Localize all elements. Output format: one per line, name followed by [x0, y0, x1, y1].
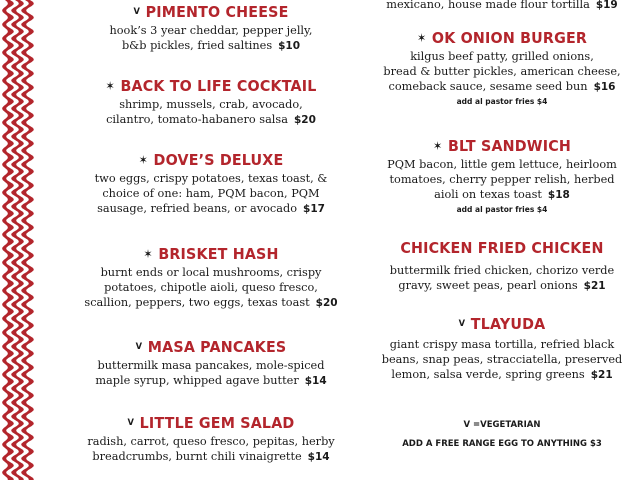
menu-item-little-gem-salad [66, 414, 356, 465]
item-title: ✶ OK ONION BURGER [416, 29, 588, 47]
item-price: $16 [593, 81, 616, 93]
item-title: ✶ BRISKET HASH [143, 245, 279, 263]
free-egg-note: ADD A FREE RANGE EGG TO ANYTHING $3 [402, 439, 602, 449]
vegetarian-mark: V [127, 418, 135, 428]
menu-item-pimento-cheese [66, 3, 356, 54]
item-price: $19 [595, 0, 618, 11]
item-description: buttermilk masa pancakes, mole-spiced maple syrup, whipped agave butter $14 [95, 359, 327, 387]
star-icon: ✶ [105, 79, 115, 93]
item-description: hook’s 3 year cheddar, pepper jelly, b&b pickles, fried saltines $10 [109, 24, 313, 52]
menu-item-masa-pancakes [66, 338, 356, 389]
item-price: $14 [307, 451, 330, 463]
item-price: $10 [278, 40, 301, 52]
menu-item-brisket-hash [66, 245, 356, 311]
item-description: PQM bacon, little gem lettuce, heirloom tomatoes, cherry pepper relish, herbed aioli on texas toast $18 [387, 158, 617, 201]
vegetarian-mark: V [458, 319, 466, 329]
menu-item-tlayuda [372, 315, 632, 383]
item-price: $18 [547, 189, 570, 201]
item-title: ✶ BACK TO LIFE COCKTAIL [105, 77, 317, 95]
item-price: $14 [304, 375, 327, 387]
menu-item-doves-deluxe [66, 151, 356, 217]
vegetarian-mark: V [133, 7, 141, 17]
border-stripe-5 [0, 0, 8, 480]
scalloped-border [0, 0, 44, 480]
item-description: shrimp, mussels, crab, avocado, cilantro, tomato-habanero salsa $20 [106, 98, 316, 126]
item-title: ✶ BLT SANDWICH [433, 137, 571, 155]
item-title: V MASA PANCAKES [135, 338, 287, 356]
item-description: two eggs, crispy potatoes, texas toast, & choice of one: ham, PQM bacon, PQM sausage, refried beans, or avocado $17 [94, 172, 328, 215]
star-icon: ✶ [416, 31, 427, 45]
star-icon: ✶ [143, 247, 153, 261]
item-price: $21 [590, 369, 613, 381]
star-icon: ✶ [433, 139, 443, 153]
star-icon: ✶ [138, 153, 149, 167]
item-title: V TLAYUDA [458, 315, 546, 333]
item-price: $21 [583, 280, 606, 292]
item-description: radish, carrot, queso fresco, pepitas, herby breadcrumbs, burnt chili vinaigrette $14 [87, 435, 335, 463]
menu-item-continued: mexicano, house made flour tortilla $19 [386, 0, 618, 11]
item-description: burnt ends or local mushrooms, crispy potatoes, chipotle aioli, queso fresco, scallion, peppers, two eggs, texas toast $20 [84, 266, 338, 309]
vegetarian-mark: V [135, 342, 143, 352]
item-description: buttermilk fried chicken, chorizo verde gravy, sweet peas, pearl onions $21 [389, 264, 615, 292]
vegetarian-legend: V =VEGETARIAN [463, 420, 541, 430]
item-title: V LITTLE GEM SALAD [127, 414, 295, 432]
menu-item-ok-onion-burger [372, 29, 632, 107]
menu-item-blt-sandwich [372, 137, 632, 215]
item-title: CHICKEN FRIED CHICKEN [400, 239, 604, 257]
item-price: $20 [315, 297, 338, 309]
item-title: V PIMENTO CHEESE [133, 3, 289, 21]
add-on-note: add al pastor fries $4 [456, 97, 548, 106]
item-description: giant crispy masa tortilla, refried black beans, snap peas, stracciatella, preserved lemon, salsa verde, spring greens $21 [381, 338, 623, 381]
add-on-note: add al pastor fries $4 [456, 205, 548, 214]
menu-item-back-to-life-cocktail [66, 77, 356, 128]
menu-item-chicken-fried-chicken [372, 239, 632, 294]
item-price: $17 [303, 203, 325, 215]
item-title: ✶ DOVE’S DELUXE [138, 151, 284, 169]
item-price: $20 [293, 114, 316, 126]
item-description: kilgus beef patty, grilled onions, bread & butter pickles, american cheese, comeback sauce, sesame seed bun $16 [383, 50, 621, 93]
